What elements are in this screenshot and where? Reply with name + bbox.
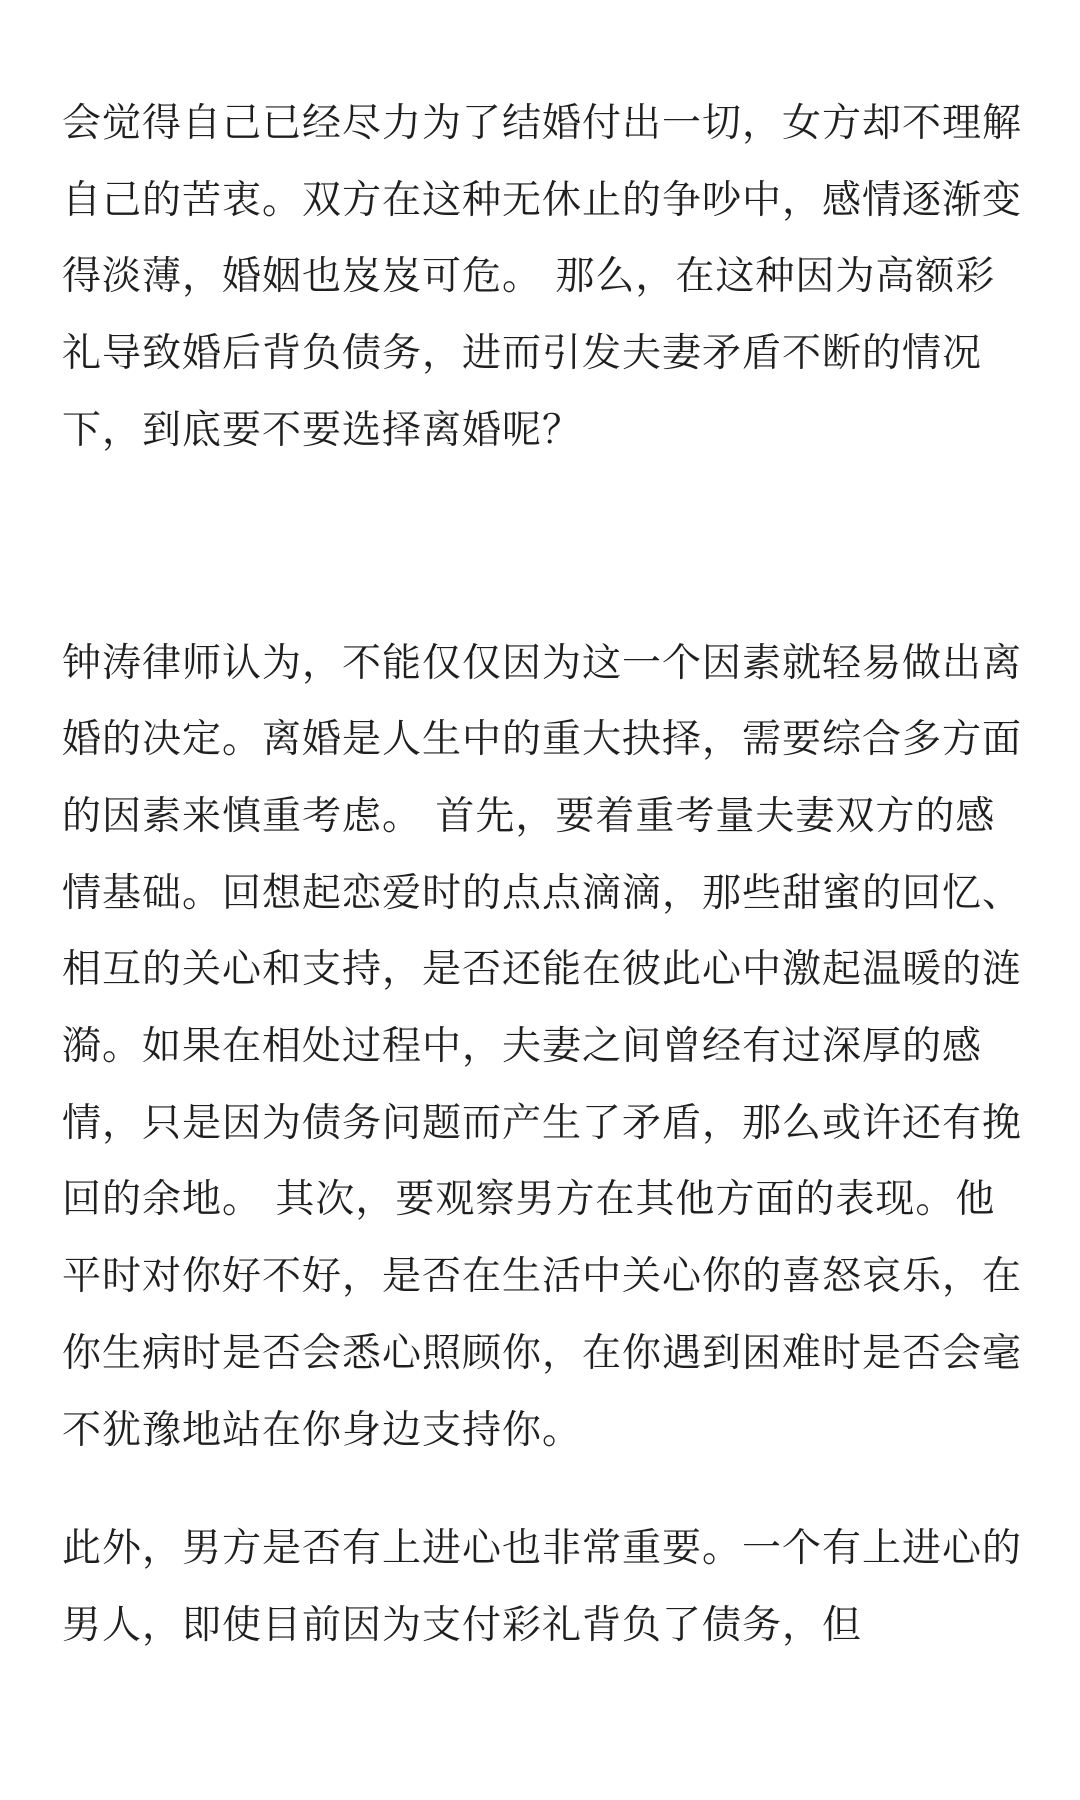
paragraph-2: 钟涛律师认为，不能仅仅因为这一个因素就轻易做出离婚的决定。离婚是人生中的重大抉择，需要综合多方面的因素来慎重考虑。 首先，要着重考量夫妻双方的感情基础。回想起恋爱时的点点滴滴，那些甜蜜的回忆、相互的关心和支持，是否还能在彼此心中激起温暖的涟漪。如果在相处过程中，夫妻之间曾经有过深厚的感情，只是因为债务问题而产生了矛盾，那么或许还有挽回的余地。 其次，要观察男方在其他方面的表现。他平时对你好不好，是否在生活中关心你的喜怒哀乐，在你生病时是否会悉心照顾你，在你遇到困难时是否会毫不犹豫地站在你身边支持你。	[62, 640, 1023, 1453]
article-body	[62, 86, 1028, 1665]
paragraph-3: 此外，男方是否有上进心也非常重要。一个有上进心的男人，即使目前因为支付彩礼背负了债务，但	[62, 1526, 1023, 1648]
paragraph-1: 会觉得自己已经尽力为了结婚付出一切，女方却不理解自己的苦衷。双方在这种无休止的争吵中，感情逐渐变得淡薄，婚姻也岌岌可危。 那么，在这种因为高额彩礼导致婚后背负债务，进而引发夫妻矛盾不断的情况下，到底要不要选择离婚呢？	[62, 101, 1023, 453]
